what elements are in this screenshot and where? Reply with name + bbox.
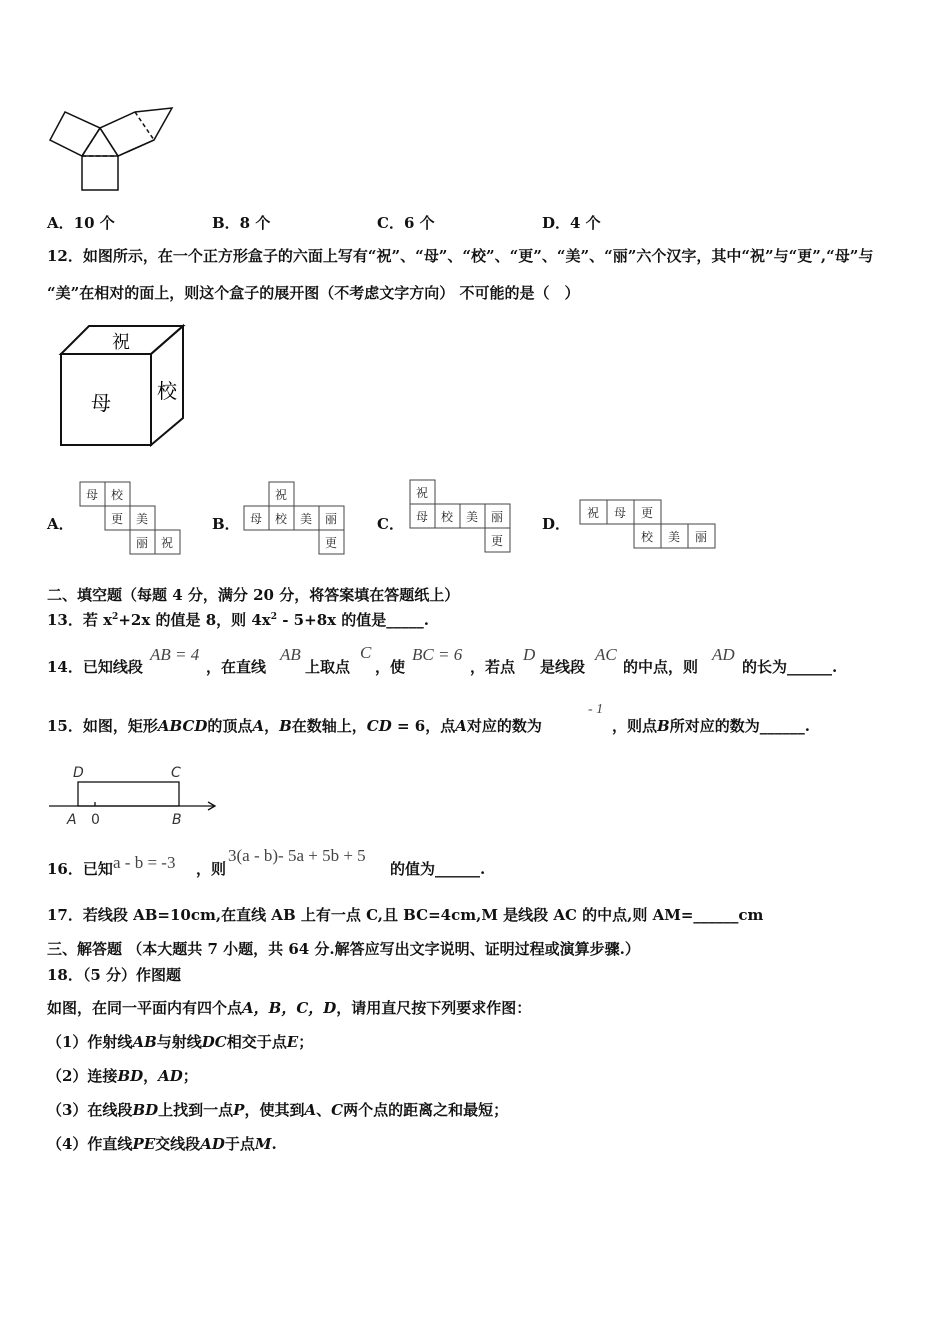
q13 [47,611,429,629]
q14-p1: 14．已知线段 [47,658,143,676]
q12-net-b[interactable] [244,480,354,560]
q18-intro [47,999,531,1017]
net-a-cell-5: 丽 [135,536,149,550]
q18-s4-b: PE [132,1135,156,1153]
net-b-cell-6: 更 [324,536,338,550]
q15-i6: B [657,717,670,735]
net-b-cell-4: 美 [299,512,313,526]
q13-sup2: 2 [270,612,278,622]
q18-s3-a: （3）在线段 [47,1101,133,1119]
q18-intro-pre: 如图，在同一平面内有四个点 [47,999,243,1017]
net-d-cell-4: 校 [640,530,654,544]
q15-p6: 对应的数为 [466,717,542,735]
q16-p2: ，则 [196,860,227,878]
q15-fig-c: C [171,765,181,781]
q15-p1: 15．如图，矩形 [47,717,158,735]
q15-p7: ，则点 [612,717,658,735]
q14-p3: 上取点 [305,658,351,676]
net-a-cell-4: 美 [135,512,149,526]
q15-p8: 所对应的数为______. [669,717,810,735]
q12-line2: “美”在相对的面上，则这个盒子的展开图（不考虑文字方向） 不可能的是（ ） [47,284,580,302]
q15-i3: B [279,717,292,735]
net-c-cell-6: 更 [490,534,504,548]
net-b-cell-1: 祝 [274,488,288,502]
q14-m1: AB = 4 [150,645,200,664]
q16-p3: 的值为______. [390,860,486,878]
q14-p2: ，在直线 [206,658,267,676]
q13-mid: +2x 的值是 8，则 4x [118,611,271,629]
q18-s1-c: 与射线 [156,1033,202,1051]
net-c-cell-4: 美 [465,510,479,524]
q18-s3-e: ，使其到 [244,1101,305,1119]
q18-s4-c: 交线段 [155,1135,201,1153]
q15-p2: 的顶点 [207,717,253,735]
q14-m2: AB [280,645,301,664]
q15-i5: A [455,717,467,735]
section3-heading: 三、解答题 （本大题共 7 小题，共 64 分.解答应写出文字说明、证明过程或演算步骤.） [47,940,640,958]
q18-step1 [47,1033,313,1051]
q16-p1: 16．已知 [47,860,113,878]
q15-p4: 在数轴上， [291,717,367,735]
q14-m5: D [523,645,536,664]
q12-net-a[interactable] [80,480,190,560]
q14-p8: 的长为______. [742,658,838,676]
net-d-cell-1: 祝 [586,506,600,520]
net-a-cell-2: 校 [110,488,124,502]
q18-s1-f: E [286,1033,299,1051]
q11-option-c[interactable]: C．6 个 [377,214,435,232]
q18-s4-d: AD [200,1135,225,1153]
q15-fig-a: A [67,812,77,828]
q15-i1: ABCD [157,717,208,735]
q18-intro-post: ，请用直尺按下列要求作图： [336,999,532,1017]
q14-p4: ，使 [375,658,406,676]
q14-m7: AD [712,645,735,664]
q14-p5: ，若点 [470,658,516,676]
net-b-cell-2: 母 [249,512,263,526]
net-c-cell-3: 校 [440,510,454,524]
net-a-cell-3: 更 [110,512,124,526]
q14-m4: BC = 6 [412,645,463,664]
q12-cube [55,320,195,450]
net-b-cell-3: 校 [274,512,288,526]
q18-s1-e: 相交于点 [226,1033,287,1051]
q18-s1-b: AB [132,1033,157,1051]
q18-s1-a: （1）作射线 [47,1033,133,1051]
q18-s4-g: . [271,1135,277,1153]
q12-line1: 12．如图所示，在一个正方形盒子的六面上写有“祝”、“母”、“校”、“更”、“美”、“丽”六个汉字，其中“祝”与“更”,“母”与 [47,247,874,265]
q14-p7: 的中点，则 [623,658,699,676]
q18-s3-g: 、 [316,1101,332,1119]
q11-option-a[interactable]: A．10 个 [47,214,115,232]
q15-m1: - 1 [588,702,604,717]
q11-option-d[interactable]: D．4 个 [542,214,601,232]
q18-step2 [47,1067,198,1085]
q12-option-d-label[interactable]: D． [542,515,571,533]
q18-s3-h: C [331,1101,344,1119]
net-d-cell-6: 丽 [694,530,708,544]
q12-net-d[interactable] [578,498,723,558]
q14-m3: C [360,643,372,662]
q15-p5: = 6，点 [391,717,456,735]
q18-s1-d: DC [201,1033,227,1051]
q12-option-b-label[interactable]: B． [212,515,240,533]
q18-s4-e: 于点 [224,1135,255,1153]
q15-figure [45,762,225,832]
net-d-cell-5: 美 [667,530,681,544]
net-c-cell-2: 母 [415,510,429,524]
q11-option-b[interactable]: B．8 个 [212,214,271,232]
q14-p6: 是线段 [540,658,586,676]
q16-m2: 3(a - b)- 5a + 5b + 5 [228,846,366,865]
cube-right-char: 校 [157,379,177,403]
section2-heading: 二、填空题（每题 4 分，满分 20 分，将答案填在答题纸上） [47,586,460,604]
q18-s4-f: M [254,1135,272,1153]
q12-option-a-label[interactable]: A． [47,515,74,533]
q15-p3: ， [264,717,280,735]
q18-s3-f: A [304,1101,317,1119]
q18-s3-d: P [233,1101,245,1119]
q12-option-c-label[interactable]: C． [377,515,404,533]
net-a-cell-6: 祝 [160,536,174,550]
q15-line-end [612,717,810,735]
q15-fig-d: D [73,765,84,781]
net-b-cell-5: 丽 [324,512,338,526]
q18-s2-b: BD [117,1067,144,1085]
q18-step3 [47,1101,508,1119]
q15-fig-zero: 0 [91,812,100,828]
q13-post: - 5+8x 的值是_____. [277,611,430,629]
q18-s2-e: ； [182,1067,198,1085]
q11-figure [45,100,185,195]
q15-i4: CD [366,717,392,735]
q18-s3-i: 两个点的距离之和最短； [343,1101,509,1119]
q12-net-c[interactable] [410,478,520,558]
net-c-cell-1: 祝 [415,486,429,500]
net-d-cell-3: 更 [640,506,654,520]
cube-top-char: 祝 [112,332,130,353]
q13-sup1: 2 [112,612,119,622]
net-d-cell-2: 母 [613,506,627,520]
q15-fig-b: B [172,812,182,828]
q18-s2-a: （2）连接 [47,1067,118,1085]
q16-m1: a - b = -3 [113,853,176,872]
q18-s1-g: ； [298,1033,314,1051]
net-a-cell-1: 母 [85,488,99,502]
q18-s2-d: AD [158,1067,183,1085]
q15-line [47,717,542,735]
net-c-cell-5: 丽 [490,510,504,524]
q18-title: 18．（5 分）作图题 [47,966,182,984]
q18-s3-c: 上找到一点 [158,1101,234,1119]
q13-pre: 13．若 x [47,611,113,629]
q18-s3-b: BD [132,1101,159,1119]
q18-s4-a: （4）作直线 [47,1135,133,1153]
q14-m6: AC [595,645,617,664]
q18-intro-points: A，B，C，D [242,999,337,1017]
cube-front-char: 母 [91,391,111,415]
q18-s2-c: ， [143,1067,159,1085]
q15-i2: A [252,717,265,735]
q17-text: 17．若线段 AB=10cm,在直线 AB 上有一点 C,且 BC=4cm,M 是线段 AC 的中点,则 AM=______cm [47,906,764,924]
q18-step4 [47,1135,277,1153]
